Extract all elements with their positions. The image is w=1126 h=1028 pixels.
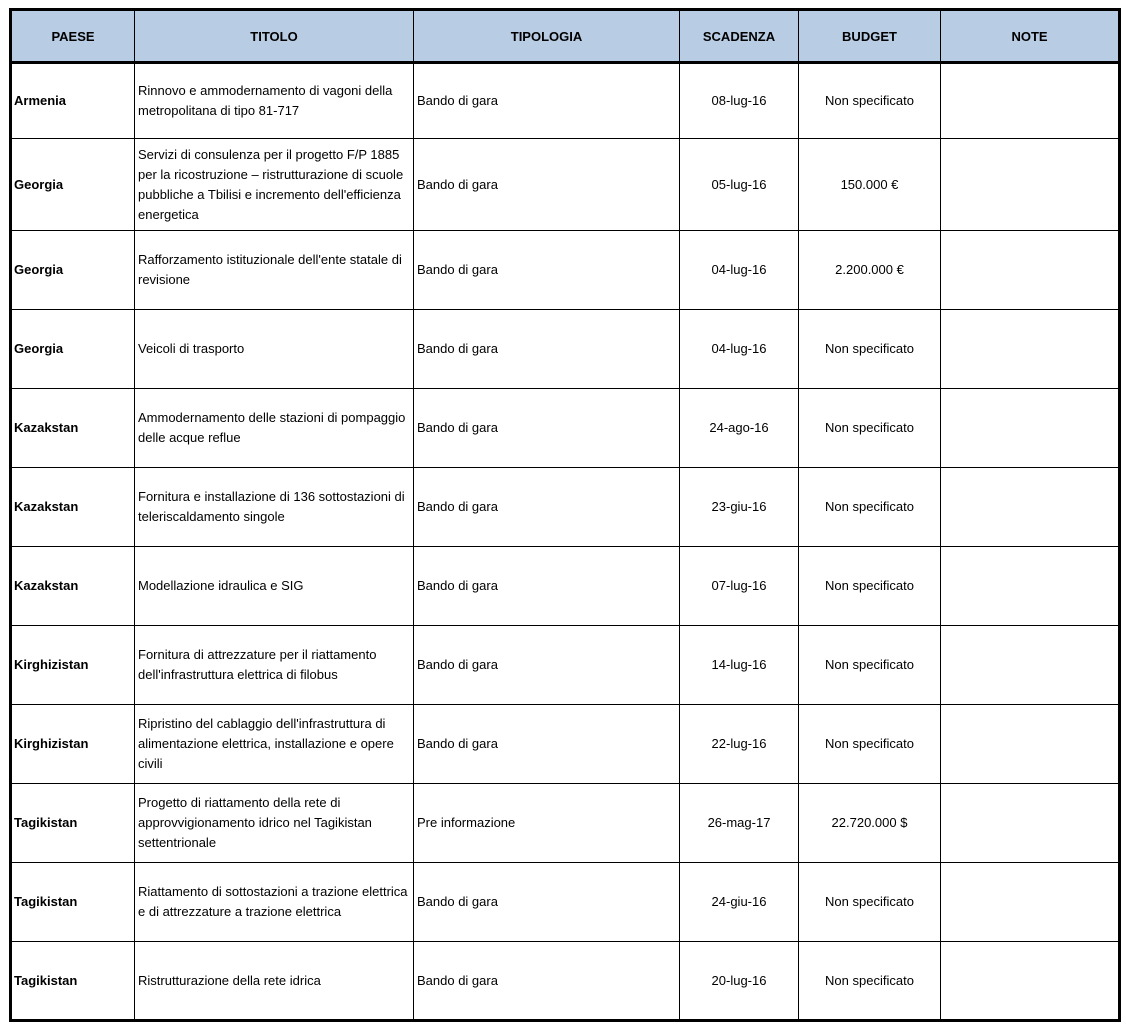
- cell-tipologia: Pre informazione: [414, 784, 680, 863]
- cell-scadenza: 23-giu-16: [680, 468, 799, 547]
- cell-scadenza: 05-lug-16: [680, 139, 799, 231]
- header-row: [11, 10, 1120, 63]
- cell-titolo: Fornitura di attrezzature per il riattamento dell'infrastruttura elettrica di filobus: [135, 626, 414, 705]
- cell-scadenza: 22-lug-16: [680, 705, 799, 784]
- cell-note: [941, 389, 1120, 468]
- cell-paese: Kirghizistan: [11, 626, 135, 705]
- cell-note: [941, 863, 1120, 942]
- cell-note: [941, 547, 1120, 626]
- table-row: [11, 547, 1120, 626]
- cell-tipologia: Bando di gara: [414, 547, 680, 626]
- cell-note: [941, 705, 1120, 784]
- cell-budget: Non specificato: [799, 547, 941, 626]
- cell-note: [941, 784, 1120, 863]
- cell-tipologia: Bando di gara: [414, 63, 680, 139]
- table-row: [11, 942, 1120, 1021]
- cell-paese: Tagikistan: [11, 784, 135, 863]
- header-budget: BUDGET: [799, 10, 941, 63]
- table-row: [11, 389, 1120, 468]
- cell-budget: 150.000 €: [799, 139, 941, 231]
- cell-scadenza: 04-lug-16: [680, 231, 799, 310]
- cell-note: [941, 626, 1120, 705]
- cell-budget: Non specificato: [799, 863, 941, 942]
- table-header: [11, 10, 1120, 63]
- cell-paese: Tagikistan: [11, 863, 135, 942]
- table-row: [11, 863, 1120, 942]
- cell-budget: 22.720.000 $: [799, 784, 941, 863]
- header-note: NOTE: [941, 10, 1120, 63]
- header-scadenza: SCADENZA: [680, 10, 799, 63]
- cell-titolo: Modellazione idraulica e SIG: [135, 547, 414, 626]
- cell-titolo: Riattamento di sottostazioni a trazione elettrica e di attrezzature a trazione elettrica: [135, 863, 414, 942]
- cell-titolo: Veicoli di trasporto: [135, 310, 414, 389]
- table-row: [11, 705, 1120, 784]
- cell-budget: Non specificato: [799, 626, 941, 705]
- cell-budget: Non specificato: [799, 310, 941, 389]
- cell-scadenza: 26-mag-17: [680, 784, 799, 863]
- cell-tipologia: Bando di gara: [414, 139, 680, 231]
- cell-paese: Kazakstan: [11, 547, 135, 626]
- cell-note: [941, 310, 1120, 389]
- cell-titolo: Fornitura e installazione di 136 sottostazioni di teleriscaldamento singole: [135, 468, 414, 547]
- cell-scadenza: 14-lug-16: [680, 626, 799, 705]
- cell-tipologia: Bando di gara: [414, 468, 680, 547]
- cell-paese: Georgia: [11, 231, 135, 310]
- cell-scadenza: 04-lug-16: [680, 310, 799, 389]
- table-row: [11, 468, 1120, 547]
- table-row: [11, 784, 1120, 863]
- cell-paese: Georgia: [11, 310, 135, 389]
- cell-scadenza: 24-ago-16: [680, 389, 799, 468]
- cell-paese: Kirghizistan: [11, 705, 135, 784]
- cell-titolo: Rinnovo e ammodernamento di vagoni della metropolitana di tipo 81-717: [135, 63, 414, 139]
- cell-paese: Georgia: [11, 139, 135, 231]
- cell-titolo: Ammodernamento delle stazioni di pompaggio delle acque reflue: [135, 389, 414, 468]
- header-paese: PAESE: [11, 10, 135, 63]
- table-row: [11, 231, 1120, 310]
- table-body: [11, 63, 1120, 1021]
- cell-titolo: Ristrutturazione della rete idrica: [135, 942, 414, 1021]
- cell-paese: Tagikistan: [11, 942, 135, 1021]
- header-titolo: TITOLO: [135, 10, 414, 63]
- cell-note: [941, 139, 1120, 231]
- cell-note: [941, 231, 1120, 310]
- cell-tipologia: Bando di gara: [414, 231, 680, 310]
- tenders-table: [9, 8, 1121, 1022]
- cell-tipologia: Bando di gara: [414, 705, 680, 784]
- table-row: [11, 63, 1120, 139]
- table-row: [11, 626, 1120, 705]
- cell-note: [941, 63, 1120, 139]
- cell-scadenza: 20-lug-16: [680, 942, 799, 1021]
- cell-tipologia: Bando di gara: [414, 389, 680, 468]
- cell-titolo: Ripristino del cablaggio dell'infrastruttura di alimentazione elettrica, installazione e opere civili: [135, 705, 414, 784]
- cell-budget: Non specificato: [799, 705, 941, 784]
- cell-scadenza: 08-lug-16: [680, 63, 799, 139]
- cell-scadenza: 24-giu-16: [680, 863, 799, 942]
- cell-tipologia: Bando di gara: [414, 310, 680, 389]
- table-row: [11, 139, 1120, 231]
- cell-titolo: Rafforzamento istituzionale dell'ente statale di revisione: [135, 231, 414, 310]
- header-tipologia: TIPOLOGIA: [414, 10, 680, 63]
- cell-tipologia: Bando di gara: [414, 863, 680, 942]
- cell-budget: 2.200.000 €: [799, 231, 941, 310]
- cell-titolo: Progetto di riattamento della rete di approvvigionamento idrico nel Tagikistan settentrionale: [135, 784, 414, 863]
- cell-scadenza: 07-lug-16: [680, 547, 799, 626]
- cell-budget: Non specificato: [799, 63, 941, 139]
- cell-budget: Non specificato: [799, 468, 941, 547]
- cell-tipologia: Bando di gara: [414, 942, 680, 1021]
- cell-titolo: Servizi di consulenza per il progetto F/P 1885 per la ricostruzione – ristrutturazione di scuole pubbliche a Tbilisi e incremento dell'efficienza energetica: [135, 139, 414, 231]
- table-row: [11, 310, 1120, 389]
- cell-paese: Armenia: [11, 63, 135, 139]
- cell-paese: Kazakstan: [11, 468, 135, 547]
- cell-paese: Kazakstan: [11, 389, 135, 468]
- cell-budget: Non specificato: [799, 389, 941, 468]
- cell-budget: Non specificato: [799, 942, 941, 1021]
- cell-note: [941, 942, 1120, 1021]
- cell-tipologia: Bando di gara: [414, 626, 680, 705]
- cell-note: [941, 468, 1120, 547]
